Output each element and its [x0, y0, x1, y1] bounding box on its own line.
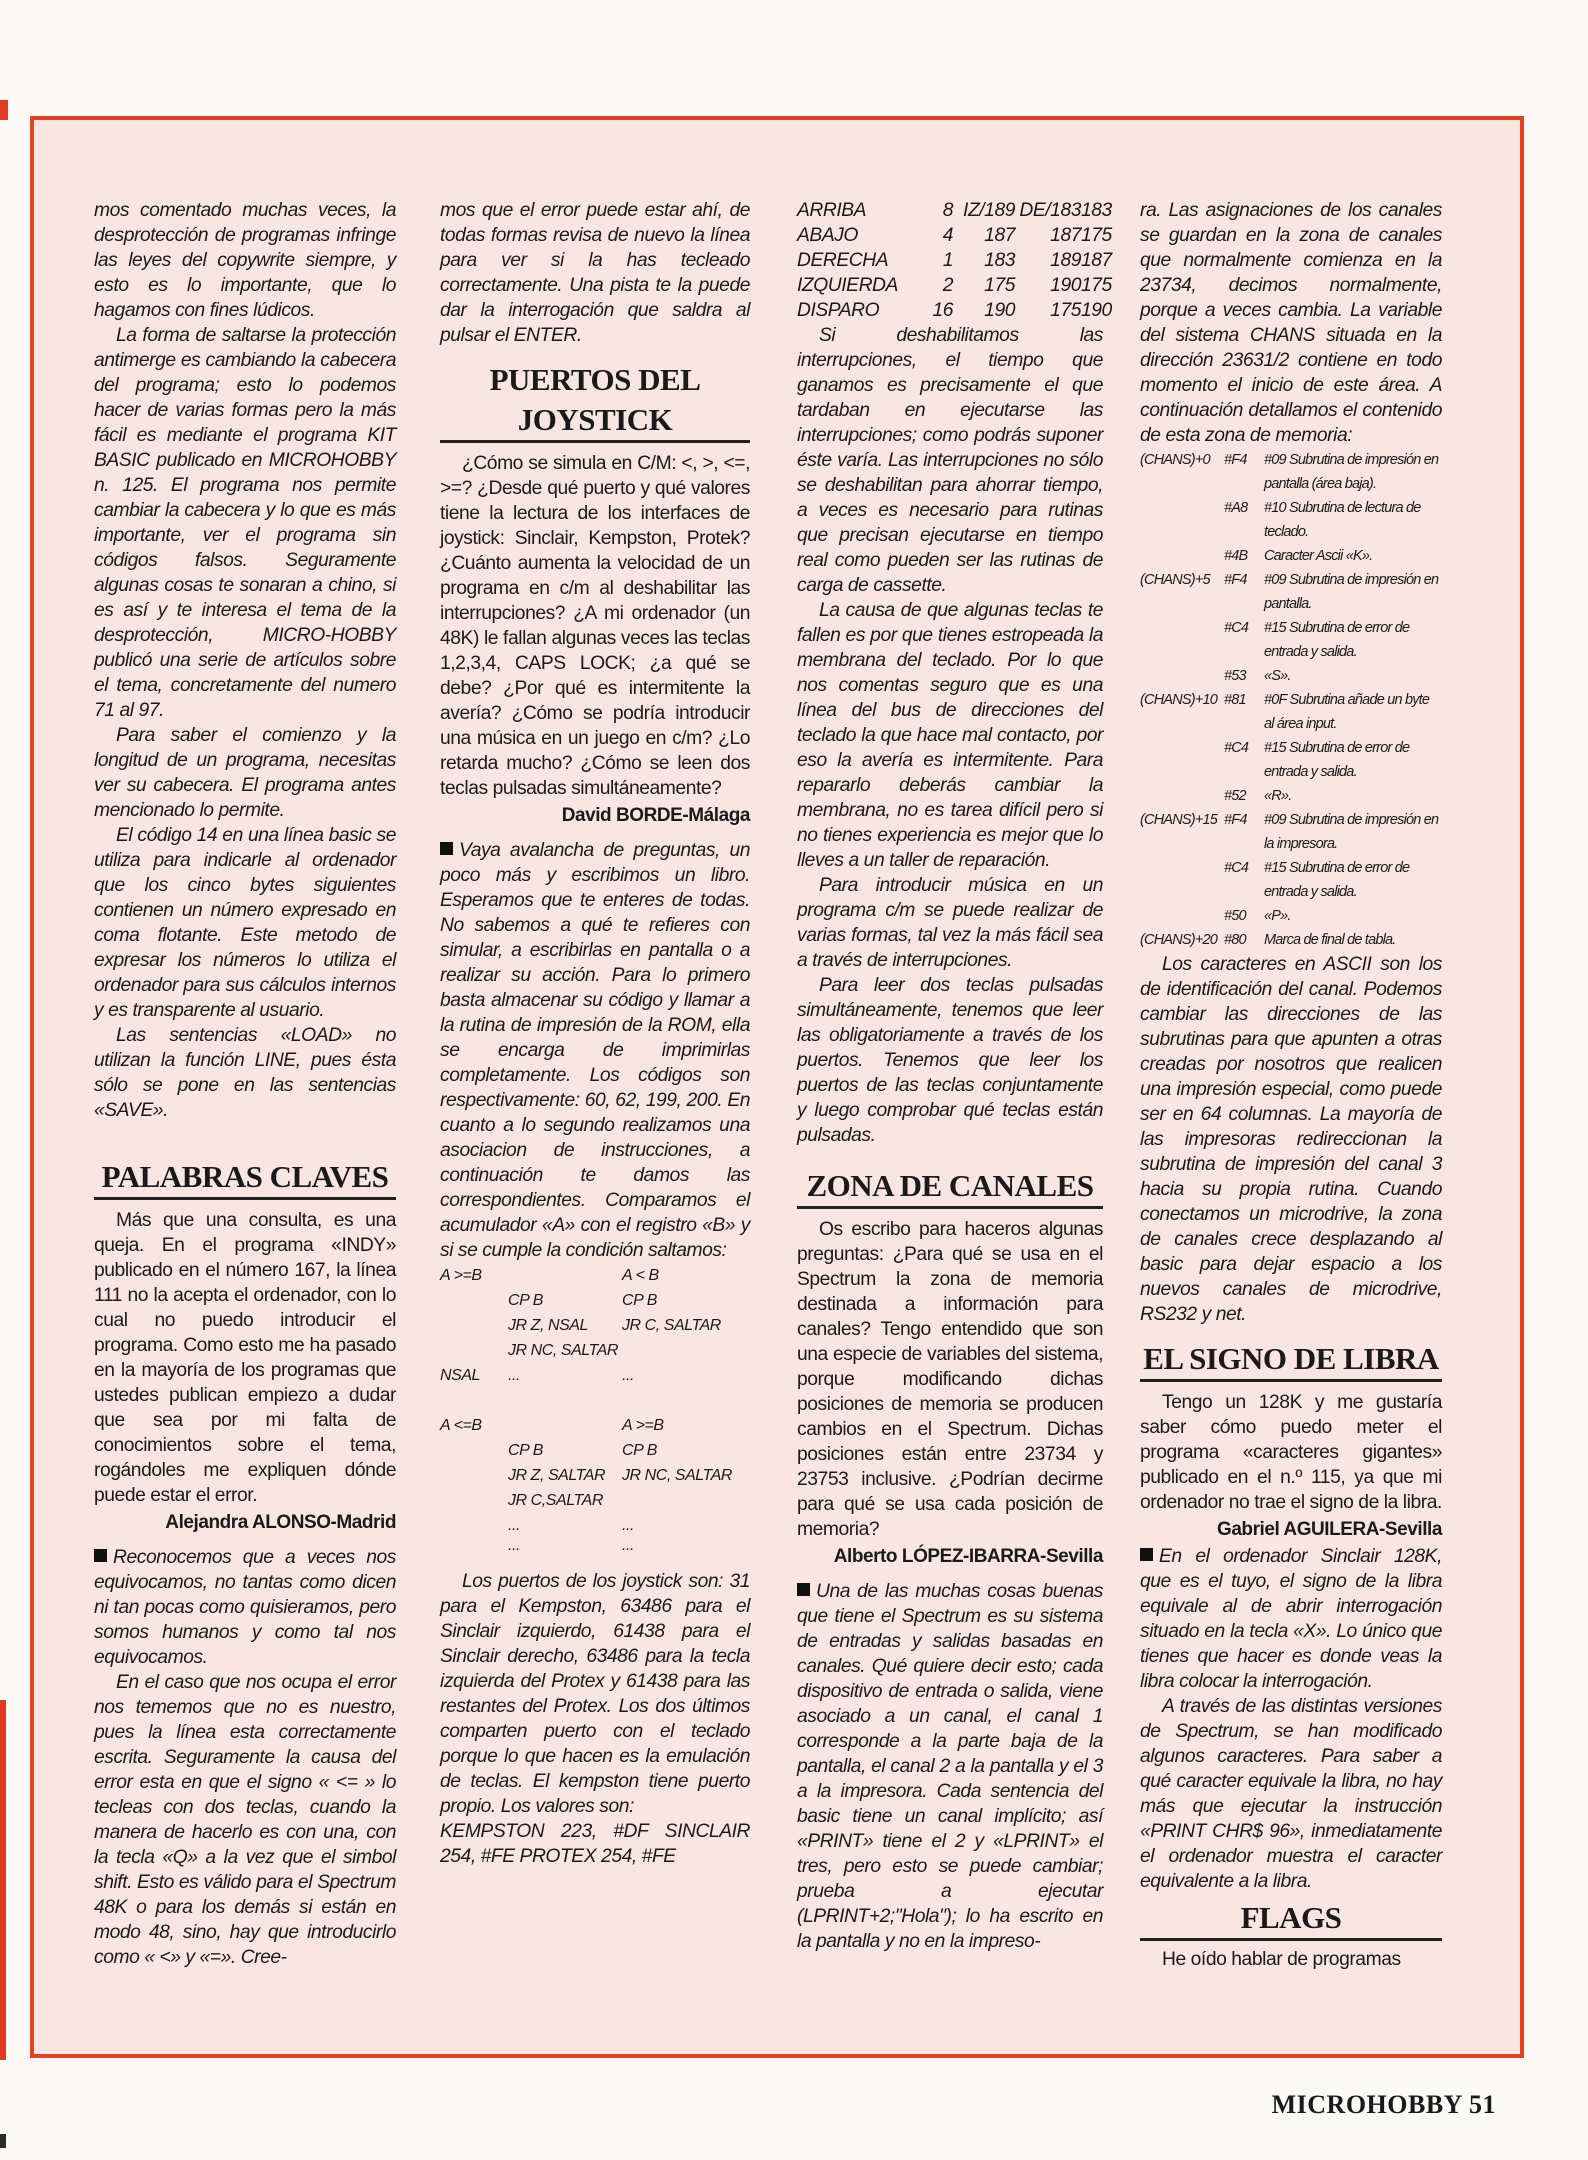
paragraph: Los caracteres en ASCII son los de identificación del canal. Podemos cambiar las direcciones de las subrutinas para que apunten a otras creadas por nosotros que realicen una impresión especial, como puede ser en 64 columnas. La mayoría de las impresoras redireccionan la subrutina de impresión del canal 3 hacia su propia rutina. Cuando conectamos un microdrive, la zona de canales crece desplazando al basic para dejar espacio a los nuevos canales de microdrive, RS232 y net.	[1140, 954, 1442, 1325]
paragraph: ¿Cómo se simula en C/M: <, >, <=, >=? ¿Desde qué puerto y qué valores tiene la lectura de los interfaces de joystick: Sinclair, Kempston, Protek? ¿Cuánto aumenta la velocidad de un programa en c/m al deshabilitar las interrupciones? ¿A mi ordenador (un 48K) le fallan algunas veces las teclas 1,2,3,4, CAPS LOCK; ¿a qué se debe? ¿Por qué es intermitente la avería? ¿Cómo se podría introducir una música en un juego en c/m? ¿Lo retarda mucho? ¿Cómo se leen dos teclas pulsadas simultáneamente?	[440, 453, 750, 799]
code-line: JR Z, NSAL	[508, 1317, 588, 1334]
column-2	[440, 198, 750, 1869]
square-bullet-icon	[797, 1583, 810, 1596]
table-cell: 175	[1081, 275, 1112, 296]
answer-paragraph: Una de las muchas cosas buenas que tiene el Spectrum es su sistema de entradas y salidas basadas en canales. Qué quiere decir esto; cada dispositivo de entrada o salida, viene asociado a un canal, el canal 1 corresponde a la parte baja de la pantalla, el canal 2 a la pantalla y el 3 a la impresora. Cada sentencia del basic tiene un canal implícito; así «PRINT» tiene el 2 y «LPRINT» el tres, pero esto se puede cambiar; prueba a ejecutar (LPRINT+2;"Hola"); lo ha escrito en la pantalla y no en la impreso-	[797, 1581, 1103, 1952]
channel-cell: #81	[1224, 692, 1246, 708]
table-cell: ARRIBA	[797, 200, 867, 221]
paragraph: El código 14 en una línea basic se utiliza para indicarle al ordenador que los cinco bytes siguientes contienen un número expresado en coma flotante. Este metodo de expresar los números lo utiliza el ordenador para sus cálculos internos y es transparente al usuario.	[94, 825, 396, 1021]
channel-cell: #09 Subrutina de impresión en la impresora.	[1264, 812, 1439, 852]
paragraph: La forma de saltarse la protección antimerge es cambiando la cabecera del programa; esto lo podemos hacer de varias formas pero la más fácil es mediante el programa KIT BASIC publicado en MICROHOBBY n. 125. El programa nos permite cambiar la cabecera y lo que es más importante, ver el programa sin códigos falsos. Seguramente algunas cosas te sonaran a chino, si es así y te interesa el tema de la desprotección, MICRO-HOBBY publicó una serie de artículos sobre el tema, concretamente del numero 71 al 97.	[94, 325, 396, 721]
left-edge-mark	[0, 100, 8, 120]
code-line: JR C, SALTAR	[622, 1317, 721, 1334]
channel-cell: #A8	[1224, 500, 1248, 516]
channel-cell: «P».	[1264, 908, 1291, 924]
channels-table	[1140, 448, 1442, 952]
paragraph: Tengo un 128K y me gustaría saber cómo puedo meter el programa «caracteres gigantes» publicado en el n.º 115, ya que mi ordenador no trae el signo de la libra.	[1140, 1392, 1442, 1513]
channel-row	[1140, 736, 1442, 784]
code-line: A < B	[622, 1267, 659, 1284]
channel-cell: #C4	[1224, 740, 1249, 756]
margin-mark	[0, 2134, 6, 2148]
channel-cell	[1140, 736, 1224, 784]
channel-row	[1140, 568, 1442, 616]
section-heading: ZONA DE CANALES	[797, 1166, 1103, 1209]
channel-row	[1140, 904, 1442, 928]
channel-row	[1140, 928, 1442, 952]
paragraph: Más que una consulta, es una queja. En el programa «INDY» publicado en el número 167, la línea 111 no la acepta el ordenador, con lo cual no puedo introducir el programa. Como esto me ha pasado en la mayoría de los programas que ustedes publican empiezo a dudar que sea por mi falta de conocimientos sobre el tema, rogándoles me expliquen dónde puede estar el error.	[94, 1210, 396, 1506]
paragraph: Para leer dos teclas pulsadas simultáneamente, tenemos que leer las obligatoriamente a través de los puertos. Tenemos que leer los puertos de las teclas conjuntamente y luego comprobar qué teclas están pulsadas.	[797, 975, 1103, 1146]
channel-cell: #09 Subrutina de impresión en pantalla.	[1264, 572, 1439, 612]
paragraph: He oído hablar de programas	[1162, 1949, 1401, 1970]
channel-row	[1140, 688, 1442, 736]
paragraph: Las sentencias «LOAD» no utilizan la función LINE, pues ésta sólo se pone en las sentencias «SAVE».	[94, 1025, 396, 1121]
channel-cell: #C4	[1224, 860, 1249, 876]
channel-row	[1140, 448, 1442, 496]
table-cell: 190	[1050, 275, 1081, 296]
channel-cell: (CHANS)+0	[1140, 452, 1210, 468]
channel-cell: #50	[1224, 908, 1246, 924]
letter-signature: Gabriel AGUILERA-Sevilla	[1216, 1519, 1442, 1540]
paragraph: En el caso que nos ocupa el error nos tememos que no es nuestro, pues la línea esta correctamente escrita. Seguramente la causa del error esta en que el signo « <= » lo tecleas con dos teclas, cuando la manera de hacerlo es con una, con la tecla «Q» a la vez que el simbol shift. Esto es válido para el Spectrum 48K o para los demás si están en modo 48, sino, hay que introducirlo como « <» y «=». Cree-	[94, 1672, 396, 1968]
paragraph: Os escribo para haceros algunas preguntas: ¿Para qué se usa en el Spectrum la zona de memoria destinada a información para canales? Tengo entendido que son una especie de variables del sistema, porque modificando dichas posiciones de memoria se producen cambios en el Spectrum. Dichas posiciones están entre 23734 y 23753 inclusive. ¿Podrían decirme para qué se usa cada posición de memoria?	[797, 1219, 1103, 1540]
table-cell: 183	[984, 250, 1015, 271]
channel-cell: #53	[1224, 668, 1246, 684]
table-cell: DISPARO	[797, 300, 880, 321]
table-cell: 183	[1081, 200, 1112, 221]
table-cell: 189	[1050, 250, 1081, 271]
table-cell: IZ/189	[963, 200, 1015, 221]
answer-paragraph: En el ordenador Sinclair 128K, que es el tuyo, el signo de la libra equivale al de abrir interrogación situado en la tecla «X». Lo único que tienes que hacer es donde veas la libra colocar la interrogación.	[1140, 1546, 1442, 1692]
code-line: CP B	[622, 1292, 657, 1309]
channel-cell: #4B	[1224, 548, 1248, 564]
paragraph: Los puertos de los joystick son: 31 para el Kempston, 63486 para el Sinclair izquierdo, 61438 para el Sinclair derecho, 63486 para la tecla izquierda del Protex y 61438 para las restantes del Protex. Los dos últimos comparten puerto con el teclado porque lo que hacen es la emulación de teclas. El kempston tiene puerto propio. Los valores son:	[440, 1571, 750, 1817]
channel-cell: #09 Subrutina de impresión en pantalla (área baja).	[1264, 452, 1439, 492]
channel-row	[1140, 544, 1442, 568]
channel-cell: Marca de final de tabla.	[1264, 932, 1396, 948]
paragraph: La causa de que algunas teclas te fallen es por que tienes estropeada la membrana del teclado. Por lo que nos comentas seguro que es una línea del bus de direcciones del teclado la que hace mal contacto, por eso la avería es intermitente. Para repararlo deberás cambiar la membrana, no es tarea difícil pero si no tienes experiencia es mejor que lo lleves a un taller de reparación.	[797, 600, 1103, 871]
channel-cell: (CHANS)+20	[1140, 932, 1218, 948]
code-line: ...	[508, 1517, 520, 1534]
channel-cell: #15 Subrutina de error de entrada y salida.	[1264, 740, 1410, 780]
code-line: ...	[622, 1537, 634, 1554]
channel-row	[1140, 784, 1442, 808]
channel-cell: #F4	[1224, 452, 1247, 468]
channel-cell: #15 Subrutina de error de entrada y salida.	[1264, 860, 1410, 900]
table-cell: 190	[1081, 300, 1112, 321]
channel-cell: #15 Subrutina de error de entrada y salida.	[1264, 620, 1410, 660]
table-cell: 175	[984, 275, 1015, 296]
channel-cell	[1140, 856, 1224, 904]
square-bullet-icon	[1140, 1548, 1153, 1561]
code-line: JR NC, SALTAR	[622, 1467, 733, 1484]
section-heading: PALABRAS CLAVES	[94, 1157, 396, 1200]
channel-cell	[1140, 904, 1224, 928]
table-cell: 4	[942, 225, 953, 246]
channel-cell: (CHANS)+5	[1140, 572, 1210, 588]
code-line: CP B	[508, 1292, 543, 1309]
channel-cell	[1140, 664, 1224, 688]
channel-cell: #80	[1224, 932, 1246, 948]
column-1	[94, 198, 396, 1970]
channel-cell: (CHANS)+15	[1140, 812, 1218, 828]
code-line: A <=B	[440, 1417, 482, 1434]
section-heading	[440, 360, 750, 400]
table-cell: 187	[1081, 250, 1112, 271]
letter-signature: David BORDE-Málaga	[561, 805, 750, 826]
channel-cell: #F4	[1224, 572, 1247, 588]
channel-row	[1140, 616, 1442, 664]
channel-cell: #F4	[1224, 812, 1247, 828]
paragraph: A través de las distintas versiones de Spectrum, se han modificado algunos caracteres. Para saber a qué caracter equivale la libra, no hay más que ejecutar la instrucción «PRINT CHR$ 96», inmediatamente el ordenador muestra el caracter equivalente a la libra.	[1140, 1696, 1442, 1892]
code-line: ...	[508, 1537, 520, 1554]
channel-cell	[1140, 496, 1224, 544]
channel-cell: «S».	[1264, 668, 1291, 684]
page-number: 51	[1469, 2090, 1496, 2119]
table-cell: 2	[942, 275, 953, 296]
paragraph: KEMPSTON 223, #DF SINCLAIR 254, #FE PROTEX 254, #FE	[440, 1821, 750, 1867]
joystick-values-table	[797, 198, 1112, 323]
table-cell: 187	[1050, 225, 1081, 246]
magazine-name: MICROHOBBY	[1271, 2090, 1462, 2119]
answer-paragraph: Reconocemos que a veces nos equivocamos, no tantas como dicen ni tan pocas como quisieramos, pero somos humanos y como tal nos equivocamos.	[94, 1547, 396, 1668]
channel-cell	[1140, 616, 1224, 664]
code-line: A >=B	[440, 1267, 482, 1284]
table-cell: 1	[942, 250, 953, 271]
letter-signature: Alberto LÓPEZ-IBARRA-Sevilla	[833, 1546, 1103, 1567]
square-bullet-icon	[94, 1549, 107, 1562]
table-cell: DE/183	[1019, 200, 1081, 221]
channel-cell: #52	[1224, 788, 1246, 804]
paragraph: Si deshabilitamos las interrupciones, el tiempo que ganamos es precisamente el que tardaban en ejecutarse las interrupciones; como podrás suponer éste varía. Las interrupciones no sólo se deshabilitan para ahorrar tiempo, a veces es necesario para rutinas que precisan ejecutarse en tiempo real como pueden ser las rutinas de carga de cassette.	[797, 325, 1103, 596]
code-line: ...	[508, 1367, 520, 1384]
channel-cell: (CHANS)+10	[1140, 692, 1218, 708]
answer-paragraph: Vaya avalancha de preguntas, un poco más y escribimos un libro. Esperamos que te enteres de todas. No sabemos a qué te refieres con simular, a escribirlas en pantalla o a realizar su acción. Para lo primero basta almacenar su código y llamar a la rutina de impresión de la ROM, ella se encarga de imprimirlas completamente. Los códigos son respectivamente: 60, 62, 199, 200. En cuanto a lo segundo realizamos una asociacion de instrucciones, a continuación te damos las correspondientes. Comparamos el acumulador «A» con el registro «B» y si se cumple la condición saltamos:	[440, 840, 750, 1261]
table-cell: 175	[1081, 225, 1112, 246]
table-cell: IZQUIERDA	[797, 275, 898, 296]
paragraph: Para introducir música en un programa c/m se puede realizar de varias formas, tal vez la más fácil sea a través de interrupciones.	[797, 875, 1103, 971]
paragraph: mos comentado muchas veces, la desprotección de programas infringe las leyes del copywrite siempre, y esto es lo importante, que lo hagamos con fines lúdicos.	[94, 200, 396, 321]
table-cell: 8	[942, 200, 953, 221]
code-line: ...	[622, 1517, 634, 1534]
code-line: ...	[622, 1367, 634, 1384]
letter-signature: Alejandra ALONSO-Madrid	[165, 1512, 396, 1533]
paragraph: ra. Las asignaciones de los canales se guardan en la zona de canales que normalmente comienza en la 23734, decimos normalmente, porque a veces cambia. La variable del sistema CHANS situada en la dirección 23631/2 contiene en todo momento el inicio de este área. A continuación detallamos el contenido de esta zona de memoria:	[1140, 200, 1442, 446]
code-line: JR NC, SALTAR	[508, 1342, 619, 1359]
table-cell: 16	[932, 300, 953, 321]
channel-row	[1140, 808, 1442, 856]
section-heading: FLAGS	[1140, 1898, 1442, 1941]
channel-cell	[1140, 784, 1224, 808]
code-line: JR C,SALTAR	[508, 1492, 603, 1509]
code-line: CP B	[508, 1442, 543, 1459]
paragraph: mos que el error puede estar ahí, de todas formas revisa de nuevo la línea para ver si la has tecleado correctamente. Una pista te la puede dar la interrogación que saldra al pulsar el ENTER.	[440, 200, 750, 346]
section-heading: JOYSTICK	[440, 400, 750, 443]
left-edge-mark	[0, 1700, 6, 2060]
page-footer	[1272, 2090, 1496, 2120]
channel-cell	[1140, 544, 1224, 568]
square-bullet-icon	[440, 842, 453, 855]
column-4	[1140, 198, 1442, 1972]
table-cell: 187	[984, 225, 1015, 246]
channel-row	[1140, 664, 1442, 688]
channel-cell: #C4	[1224, 620, 1249, 636]
table-cell: 190	[984, 300, 1015, 321]
table-cell: 175	[1050, 300, 1081, 321]
table-cell: ABAJO	[797, 225, 858, 246]
code-block	[440, 1263, 750, 1553]
table-cell: DERECHA	[797, 250, 889, 271]
code-line: NSAL	[440, 1367, 480, 1384]
code-line: A >=B	[622, 1417, 664, 1434]
channel-row	[1140, 856, 1442, 904]
section-heading: EL SIGNO DE LIBRA	[1140, 1339, 1442, 1382]
heading-line: PUERTOS DEL	[489, 362, 701, 397]
code-line: CP B	[622, 1442, 657, 1459]
column-3	[797, 198, 1112, 1954]
channel-cell: Caracter Ascii «K».	[1264, 548, 1373, 564]
channel-cell: «R».	[1264, 788, 1292, 804]
channel-row	[1140, 496, 1442, 544]
code-line: JR Z, SALTAR	[508, 1467, 606, 1484]
paragraph: Para saber el comienzo y la longitud de un programa, necesitas ver su cabecera. El programa antes mencionado lo permite.	[94, 725, 396, 821]
channel-cell: #0F Subrutina añade un byte al área input.	[1264, 692, 1430, 732]
channel-cell: #10 Subrutina de lectura de teclado.	[1264, 500, 1421, 540]
